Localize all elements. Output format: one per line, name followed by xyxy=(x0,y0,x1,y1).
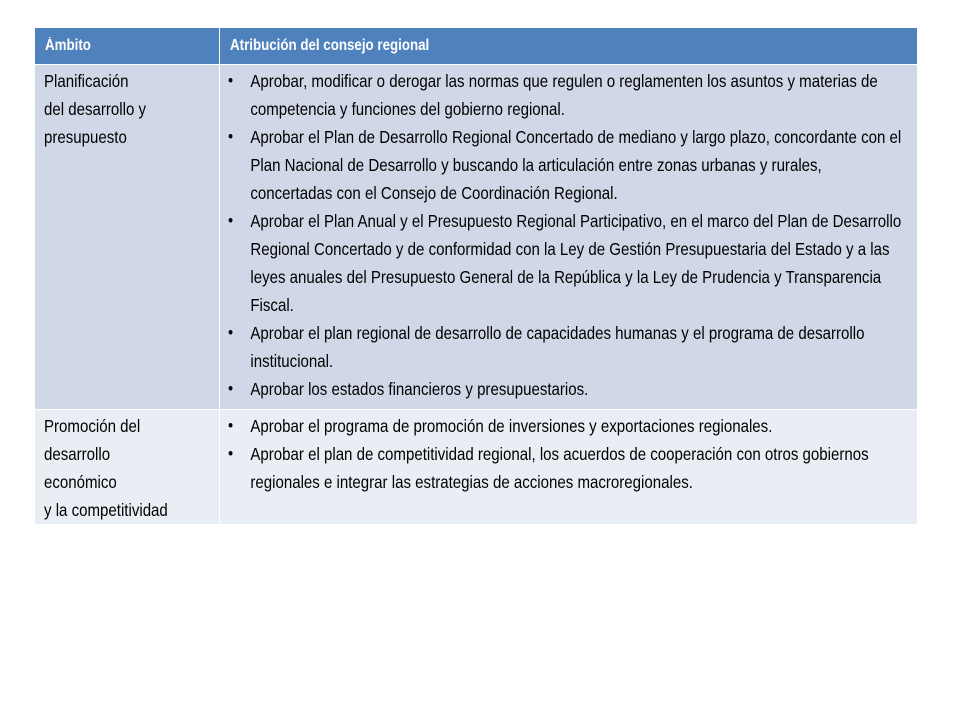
list-item: • Aprobar el Plan Anual y el Presupuesto Regional Participativo, en el marco del Plan de Desarrollo Regional Concertado y de conformidad con la Ley de Gestión Presupuestaria del Estado y a las leyes anuales del Presupuesto General de la República y la Ley de Prudencia y Transparencia Fiscal. xyxy=(228,207,906,319)
atribucion-list xyxy=(228,67,906,403)
ambito-line: Planificación xyxy=(44,71,129,91)
bullet-icon: • xyxy=(227,211,233,230)
header-ambito: Ámbito xyxy=(35,28,219,65)
atribucion-cell xyxy=(219,65,917,410)
ambito-line: del desarrollo y xyxy=(44,99,147,119)
list-item: • Aprobar los estados financieros y presupuestarios. xyxy=(228,375,906,403)
bullet-icon: • xyxy=(227,71,233,90)
table-header-row xyxy=(35,28,917,65)
table-row xyxy=(35,410,917,525)
header-atribucion: Atribución del consejo regional xyxy=(219,28,917,65)
ambito-cell xyxy=(35,65,219,410)
atribucion-list xyxy=(228,412,906,496)
table-row xyxy=(35,65,917,410)
ambito-line: Promoción del xyxy=(44,416,141,436)
bullet-icon: • xyxy=(227,416,233,435)
list-item: • Aprobar el plan regional de desarrollo de capacidades humanas y el programa de desarrollo institucional. xyxy=(228,319,906,375)
list-item: • Aprobar el programa de promoción de inversiones y exportaciones regionales. xyxy=(228,412,906,440)
list-item: • Aprobar el Plan de Desarrollo Regional Concertado de mediano y largo plazo, concordante con el Plan Nacional de Desarrollo y buscando la articulación entre zonas urbanas y rurales, concertadas con el Consejo de Coordinación Regional. xyxy=(228,123,906,207)
bullet-icon: • xyxy=(227,127,233,146)
atribucion-cell xyxy=(219,410,917,525)
bullet-icon: • xyxy=(227,323,233,342)
list-item: • Aprobar el plan de competitividad regional, los acuerdos de cooperación con otros gobiernos regionales e integrar las estrategias de acciones macroregionales. xyxy=(228,440,906,496)
ambito-line: desarrollo xyxy=(44,444,111,464)
ambito-cell xyxy=(35,410,219,525)
ambito-line: presupuesto xyxy=(44,127,127,147)
atribuciones-table xyxy=(35,28,917,524)
ambito-line: económico xyxy=(44,472,117,492)
ambito-line: y la competitividad xyxy=(44,500,168,520)
bullet-icon: • xyxy=(227,379,233,398)
list-item: • Aprobar, modificar o derogar las normas que regulen o reglamenten los asuntos y materias de competencia y funciones del gobierno regional. xyxy=(228,67,906,123)
bullet-icon: • xyxy=(227,444,233,463)
